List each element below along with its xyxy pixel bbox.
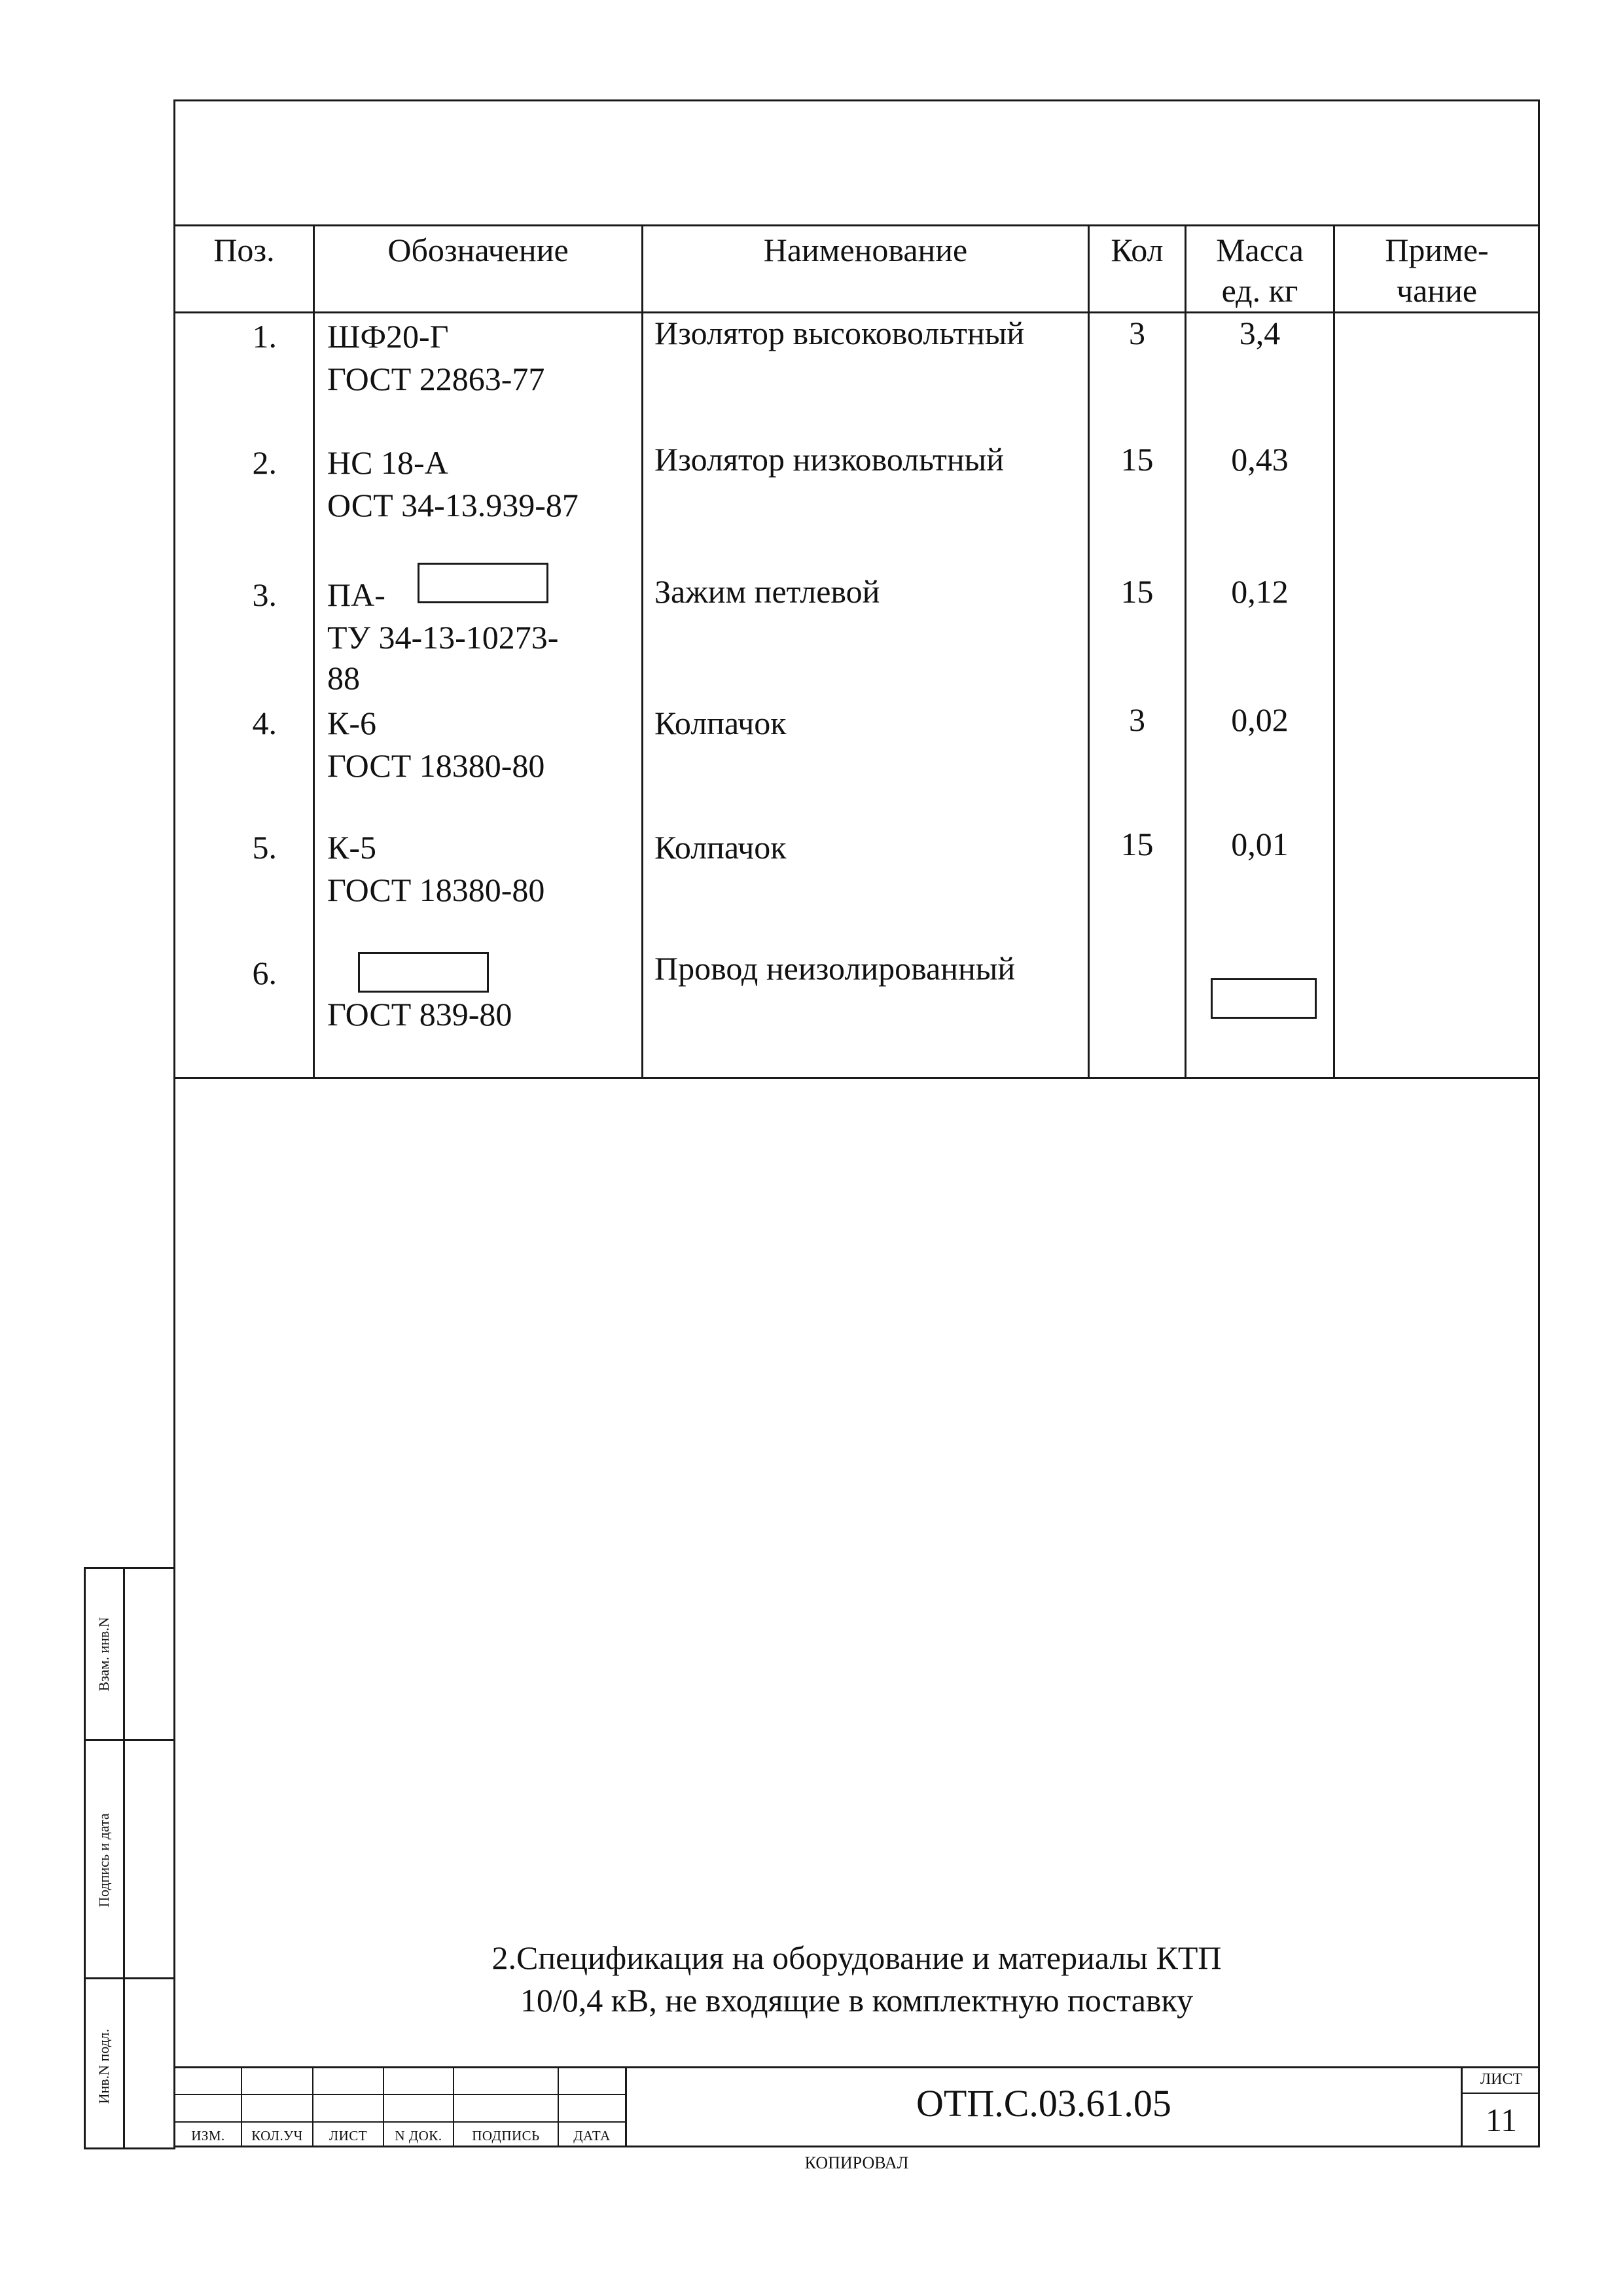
specification-caption-line1: 2.Спецификация на оборудование и материалы КТП	[491, 1939, 1222, 1976]
header-note-line2: чание	[1396, 272, 1478, 309]
row-3-qty: 15	[1120, 573, 1154, 610]
row-2-qty: 15	[1120, 441, 1154, 478]
row-6-name: Провод неизолированный	[654, 950, 1016, 987]
stamp-label-n-dok: N ДОК.	[395, 2128, 442, 2144]
side-stamp-bottom-line	[84, 2147, 175, 2149]
col-divider-mass	[1333, 224, 1335, 1078]
header-name: Наименование	[763, 232, 968, 268]
sheet-label: ЛИСТ	[1480, 2071, 1523, 2088]
row-5-pos: 5.	[252, 829, 277, 866]
stamp-label-list: ЛИСТ	[329, 2128, 368, 2144]
row-3-designation-line1: ПА-	[327, 576, 385, 613]
row-5-qty: 15	[1120, 826, 1154, 862]
stamp-label-izm: ИЗМ.	[191, 2128, 225, 2144]
header-mass-line2: ед. кг	[1221, 272, 1298, 309]
side-stamp-replace-label: Взам. инв.N	[96, 1617, 112, 1691]
row-1-qty: 3	[1129, 315, 1145, 351]
row-5-mass: 0,01	[1231, 826, 1289, 862]
row-1-designation-line2: ГОСТ 22863-77	[327, 361, 545, 397]
col-divider-designation	[641, 224, 643, 1078]
row-4-pos: 4.	[252, 705, 277, 741]
title-block-top-line	[173, 2066, 1540, 2068]
row-4-mass: 0,02	[1231, 701, 1289, 738]
row-2-pos: 2.	[252, 444, 277, 481]
row-3-name: Зажим петлевой	[654, 573, 880, 610]
row-5-designation-line1: К-5	[327, 829, 376, 866]
stamp-label-data: ДАТА	[573, 2128, 611, 2144]
sheet-number: 11	[1485, 2102, 1518, 2138]
header-qty: Кол	[1111, 232, 1164, 268]
row-6-designation-line2: ГОСТ 839-80	[327, 996, 512, 1033]
header-designation: Обозначение	[387, 232, 569, 268]
row-4-designation-line2: ГОСТ 18380-80	[327, 747, 545, 784]
header-mass-line1: Масса	[1216, 232, 1304, 268]
stamp-label-podpis: ПОДПИСЬ	[472, 2128, 540, 2144]
row-3-mass: 0,12	[1231, 573, 1289, 610]
row-6-mass-blank-box	[1211, 978, 1317, 1019]
row-5-designation-line2: ГОСТ 18380-80	[327, 872, 545, 908]
row-2-designation-line1: НС 18-А	[327, 444, 448, 481]
header-note-line1: Приме-	[1385, 232, 1489, 268]
row-6-pos: 6.	[252, 955, 277, 991]
row-3-designation-line3: 88	[327, 660, 360, 696]
stamp-label-kol-uch: КОЛ.УЧ	[251, 2128, 303, 2144]
col-divider-pos	[313, 224, 315, 1078]
specification-caption-line2: 10/0,4 кВ, не входящие в комплектную поставку	[520, 1982, 1194, 2019]
row-5-name: Колпачок	[654, 829, 787, 866]
title-block-sheet-line	[1461, 2093, 1540, 2094]
side-stamp-inv-orig-label: Инв.N подл.	[96, 2028, 112, 2104]
row-3-designation-line2: ТУ 34-13-10273-	[327, 619, 559, 656]
row-3-pos: 3.	[252, 576, 277, 613]
row-2-mass: 0,43	[1231, 441, 1289, 478]
copied-label: КОПИРОВАЛ	[804, 2153, 909, 2172]
header-pos: Поз.	[213, 232, 275, 268]
row-4-qty: 3	[1129, 701, 1145, 738]
side-stamp-outer-line	[84, 1567, 86, 2147]
row-1-name: Изолятор высоковольтный	[654, 315, 1025, 351]
row-1-pos: 1.	[252, 318, 277, 355]
row-4-name: Колпачок	[654, 705, 787, 741]
side-stamp-top-line	[84, 1567, 175, 1569]
side-stamp-sign-date-label: Подпись и дата	[96, 1813, 112, 1907]
row-2-name: Изолятор низковольтный	[654, 441, 1004, 478]
row-1-mass: 3,4	[1239, 315, 1281, 351]
row-2-designation-line2: ОСТ 34-13.939-87	[327, 487, 579, 523]
row-6-designation-blank-box	[358, 952, 489, 993]
row-1-designation-line1: ШФ20-Г	[327, 318, 449, 355]
row-4-designation-line1: К-6	[327, 705, 376, 741]
side-stamp-line-3	[84, 1977, 175, 1979]
side-stamp-line-2	[84, 1739, 175, 1741]
document-code: ОТП.С.03.61.05	[916, 2082, 1171, 2125]
side-stamp-inner-line	[123, 1567, 125, 2147]
row-3-designation-blank-box	[418, 563, 548, 603]
